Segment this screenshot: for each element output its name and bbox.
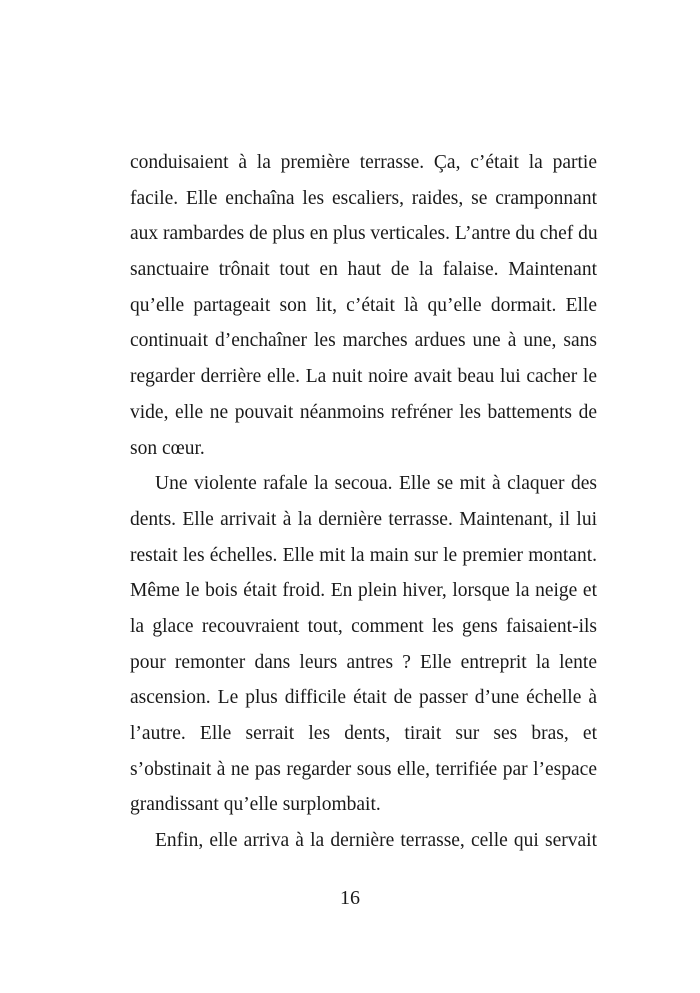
text-line: regarder derrière elle. La nuit noire avait beau lui cacher le [130, 366, 597, 388]
text-line: Une violente rafale la secoua. Elle se mit à claquer des [155, 473, 597, 495]
text-line: la glace recouvraient tout, comment les gens faisaient-ils [130, 615, 597, 637]
text-line: Enfin, elle arriva à la dernière terrasse, celle qui servait [155, 830, 597, 852]
paragraph-1 [130, 145, 597, 466]
text-line: aux rambardes de plus en plus verticales. L’antre du chef du [130, 223, 598, 245]
page-number: 16 [340, 887, 360, 909]
text-line: facile. Elle enchaîna les escaliers, raides, se cramponnant [130, 187, 597, 209]
text-line: dents. Elle arrivait à la dernière terrasse. Maintenant, il lui [130, 508, 597, 530]
text-line: grandissant qu’elle surplombait. [130, 794, 381, 816]
text-line: Même le bois était froid. En plein hiver, lorsque la neige et [130, 580, 597, 602]
paragraph-2 [130, 466, 597, 823]
text-line: conduisaient à la première terrasse. Ça, c’était la partie [130, 152, 597, 173]
text-line: continuait d’enchaîner les marches ardues une à une, sans [130, 330, 597, 352]
text-line: pour remonter dans leurs antres ? Elle entreprit la lente [130, 651, 597, 673]
text-line: l’autre. Elle serrait les dents, tirait sur ses bras, et [130, 723, 597, 744]
page-body [130, 145, 597, 859]
text-line: s’obstinait à ne pas regarder sous elle, terrifiée par l’espace [130, 758, 597, 780]
text-line: ascension. Le plus difficile était de passer d’une échelle à [130, 687, 597, 709]
text-line: son cœur. [130, 437, 205, 459]
text-line: restait les échelles. Elle mit la main sur le premier montant. [130, 544, 597, 566]
text-line: sanctuaire trônait tout en haut de la falaise. Maintenant [130, 259, 597, 281]
text-line: vide, elle ne pouvait néanmoins refréner les battements de [130, 401, 597, 423]
text-line: qu’elle partageait son lit, c’était là qu’elle dormait. Elle [130, 294, 597, 316]
paragraph-3 [130, 823, 597, 859]
